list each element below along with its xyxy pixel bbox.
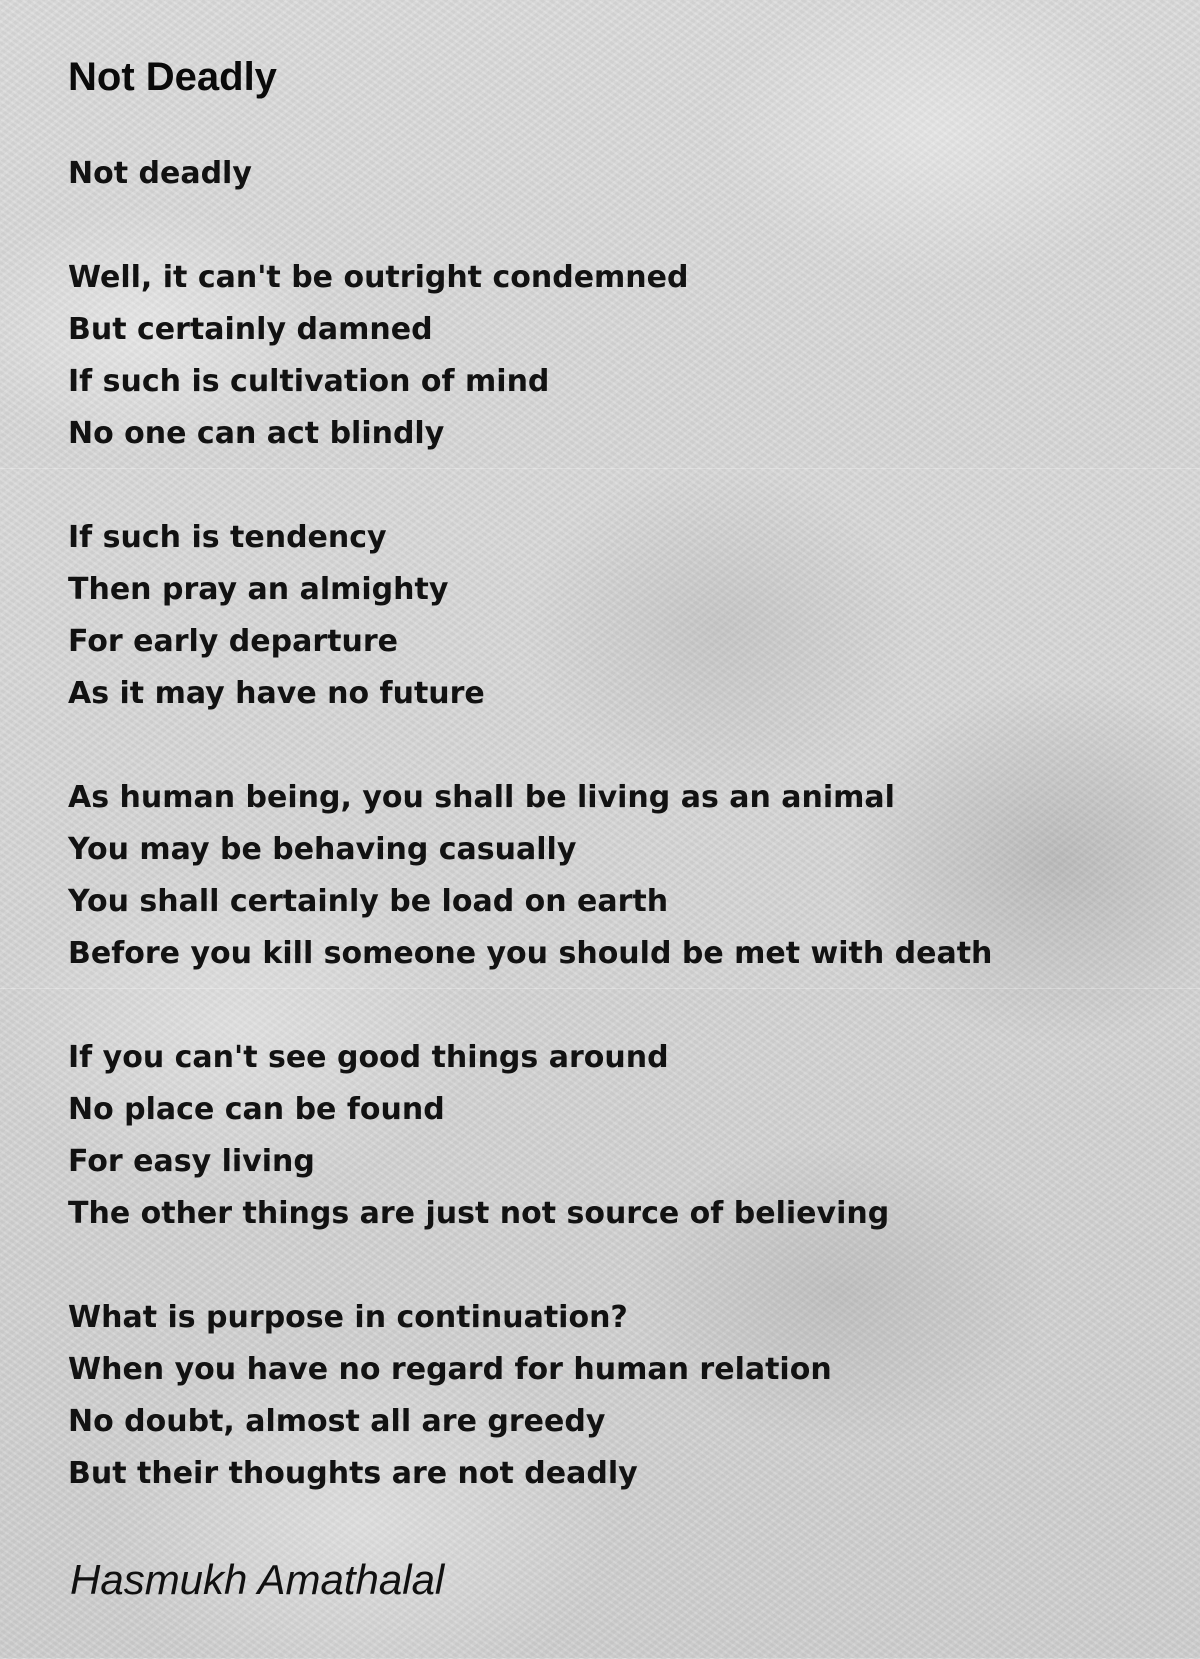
poem-line: For early departure <box>68 624 398 659</box>
poem-line: As human being, you shall be living as an animal <box>68 780 895 815</box>
stanza-2 <box>68 252 1148 460</box>
poem-line: The other things are just not source of believing <box>68 1196 890 1231</box>
stanza-4 <box>68 772 1148 980</box>
stanza-1 <box>68 148 1148 200</box>
poem-line: But certainly damned <box>68 312 433 347</box>
poem-line: What is purpose in continuation? <box>68 1300 628 1335</box>
stanza-5 <box>68 1032 1148 1240</box>
poem-line: But their thoughts are not deadly <box>68 1456 638 1491</box>
poem-line: Then pray an almighty <box>68 572 449 607</box>
poem-line: When you have no regard for human relation <box>68 1352 832 1387</box>
poem-line: If you can't see good things around <box>68 1040 669 1075</box>
stanza-6 <box>68 1292 1148 1500</box>
poem-author: Hasmukh Amathalal <box>70 1556 445 1603</box>
poem-title: Not Deadly <box>68 55 277 99</box>
poem <box>68 52 1148 1552</box>
poem-line: No place can be found <box>68 1092 445 1127</box>
poem-line: Before you kill someone you should be met with death <box>68 936 993 971</box>
poem-line: No one can act blindly <box>68 416 445 451</box>
stanza-3 <box>68 512 1148 720</box>
poem-line: Well, it can't be outright condemned <box>68 260 689 295</box>
poem-line: You may be behaving casually <box>68 832 577 867</box>
poem-line: You shall certainly be load on earth <box>68 884 669 919</box>
poem-line: No doubt, almost all are greedy <box>68 1404 606 1439</box>
poem-line: Not deadly <box>68 156 252 191</box>
poem-line: For easy living <box>68 1144 315 1179</box>
poem-line: If such is tendency <box>68 520 387 555</box>
poem-line: As it may have no future <box>68 676 485 711</box>
poem-line: If such is cultivation of mind <box>68 364 550 399</box>
